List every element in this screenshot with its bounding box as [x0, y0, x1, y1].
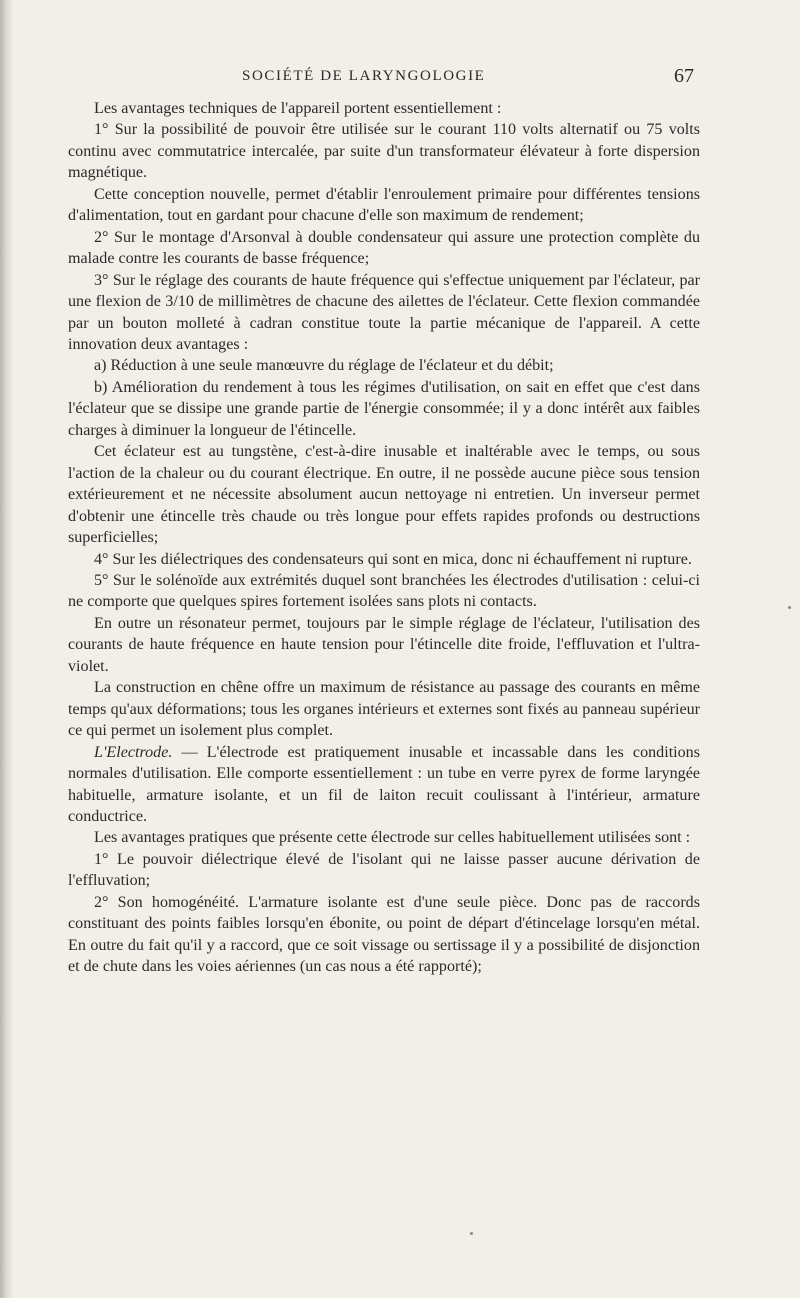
body-text — [68, 98, 700, 978]
paragraph: b) Amélioration du rendement à tous les régimes d'utilisation, on sait en effet que c'est dans l'éclateur que se dissipe une grande partie de l'énergie consommée; il y a donc intérêt aux faibles charges à diminuer la longueur de l'étincelle. — [68, 378, 700, 439]
section-lead: L'Electrode. — [94, 743, 173, 761]
paragraph — [68, 742, 700, 828]
paragraph: 4° Sur les diélectriques des condensateurs qui sont en mica, donc ni échauffement ni rupture. — [94, 550, 692, 568]
paragraph: Les avantages pratiques que présente cette électrode sur celles habituellement utilisées sont : — [94, 829, 691, 847]
paragraph: La construction en chêne offre un maximum de résistance au passage des courants en même temps qu'aux déformations; tous les organes intérieurs et externes sont fixés au panneau supérieur ce qui permet un isolement plus complet. — [68, 679, 700, 740]
paper-speck — [470, 1232, 473, 1235]
paragraph: Cette conception nouvelle, permet d'établir l'enroulement primaire pour différentes tensions d'alimentation, tout en gardant pour chacune d'elle son maximum de rendement; — [68, 185, 700, 225]
paragraph: 2° Sur le montage d'Arsonval à double condensateur qui assure une protection complète du malade contre les courants de basse fréquence; — [68, 228, 700, 268]
paragraph: Cet éclateur est au tungstène, c'est-à-dire inusable et inaltérable avec le temps, ou sous l'action de la chaleur ou du courant électrique. En outre, il ne possède aucune pièce sous tension extérieurement et ne nécessite absolument aucun nettoyage ni entretien. Un inverseur permet d'obtenir une étincelle très chaude ou très longue pour effets rapides profonds ou destructions superficielles; — [68, 443, 700, 547]
page-edge-shadow — [0, 0, 14, 1298]
running-title: SOCIÉTÉ DE LARYNGOLOGIE — [242, 68, 486, 84]
paper-speck — [788, 606, 791, 609]
paragraph: 3° Sur le réglage des courants de haute fréquence qui s'effectue uniquement par l'éclateur, par une flexion de 3/10 de millimètres de chacune des ailettes de l'éclateur. Cette flexion commandée par un bouton molleté à cadran constitue toute la partie mécanique de l'appareil. A cette innovation deux avantages : — [68, 271, 700, 353]
paragraph: Les avantages techniques de l'appareil portent essentiellement : — [94, 100, 502, 117]
page-header — [92, 65, 700, 92]
paragraph: 2° Son homogénéité. L'armature isolante est d'une seule pièce. Donc pas de raccords constituant des points faibles lorsqu'en ébonite, ou point de départ d'étincelage lorsqu'en métal. En outre du fait qu'il y a raccord, que ce soit vissage ou sertissage il y a possibilité de disjonction et de chute dans les voies aériennes (un cas nous a été rapporté); — [68, 893, 700, 976]
paragraph: En outre un résonateur permet, toujours par le simple réglage de l'éclateur, l'utilisation des courants de haute fréquence en haute tension pour l'étincelle dite froide, l'effluvation et l'ultra-violet. — [68, 614, 700, 675]
paragraph-text: — L'électrode est pratiquement inusable et incassable dans les conditions normales d'utilisation. Elle comporte essentiellement : un tube en verre pyrex de forme laryngée habituelle, armature isolante, et un fil de laiton recuit coulissant à l'intérieur, armature conductrice. — [68, 743, 700, 825]
paragraph: 1° Sur la possibilité de pouvoir être utilisée sur le courant 110 volts alternatif ou 75 volts continu avec commutatrice intercalée, par suite d'un transformateur élévateur à forte dispersion magnétique. — [68, 121, 700, 182]
paragraph: 5° Sur le solénoïde aux extrémités duquel sont branchées les électrodes d'utilisation : celui-ci ne comporte que quelques spires fortement isolées sans plots ni contacts. — [68, 571, 700, 611]
paragraph: a) Réduction à une seule manœuvre du réglage de l'éclateur et du débit; — [94, 357, 554, 375]
paragraph: 1° Le pouvoir diélectrique élevé de l'isolant qui ne laisse passer aucune dérivation de l'effluvation; — [68, 850, 700, 890]
page-number: 67 — [674, 65, 694, 87]
